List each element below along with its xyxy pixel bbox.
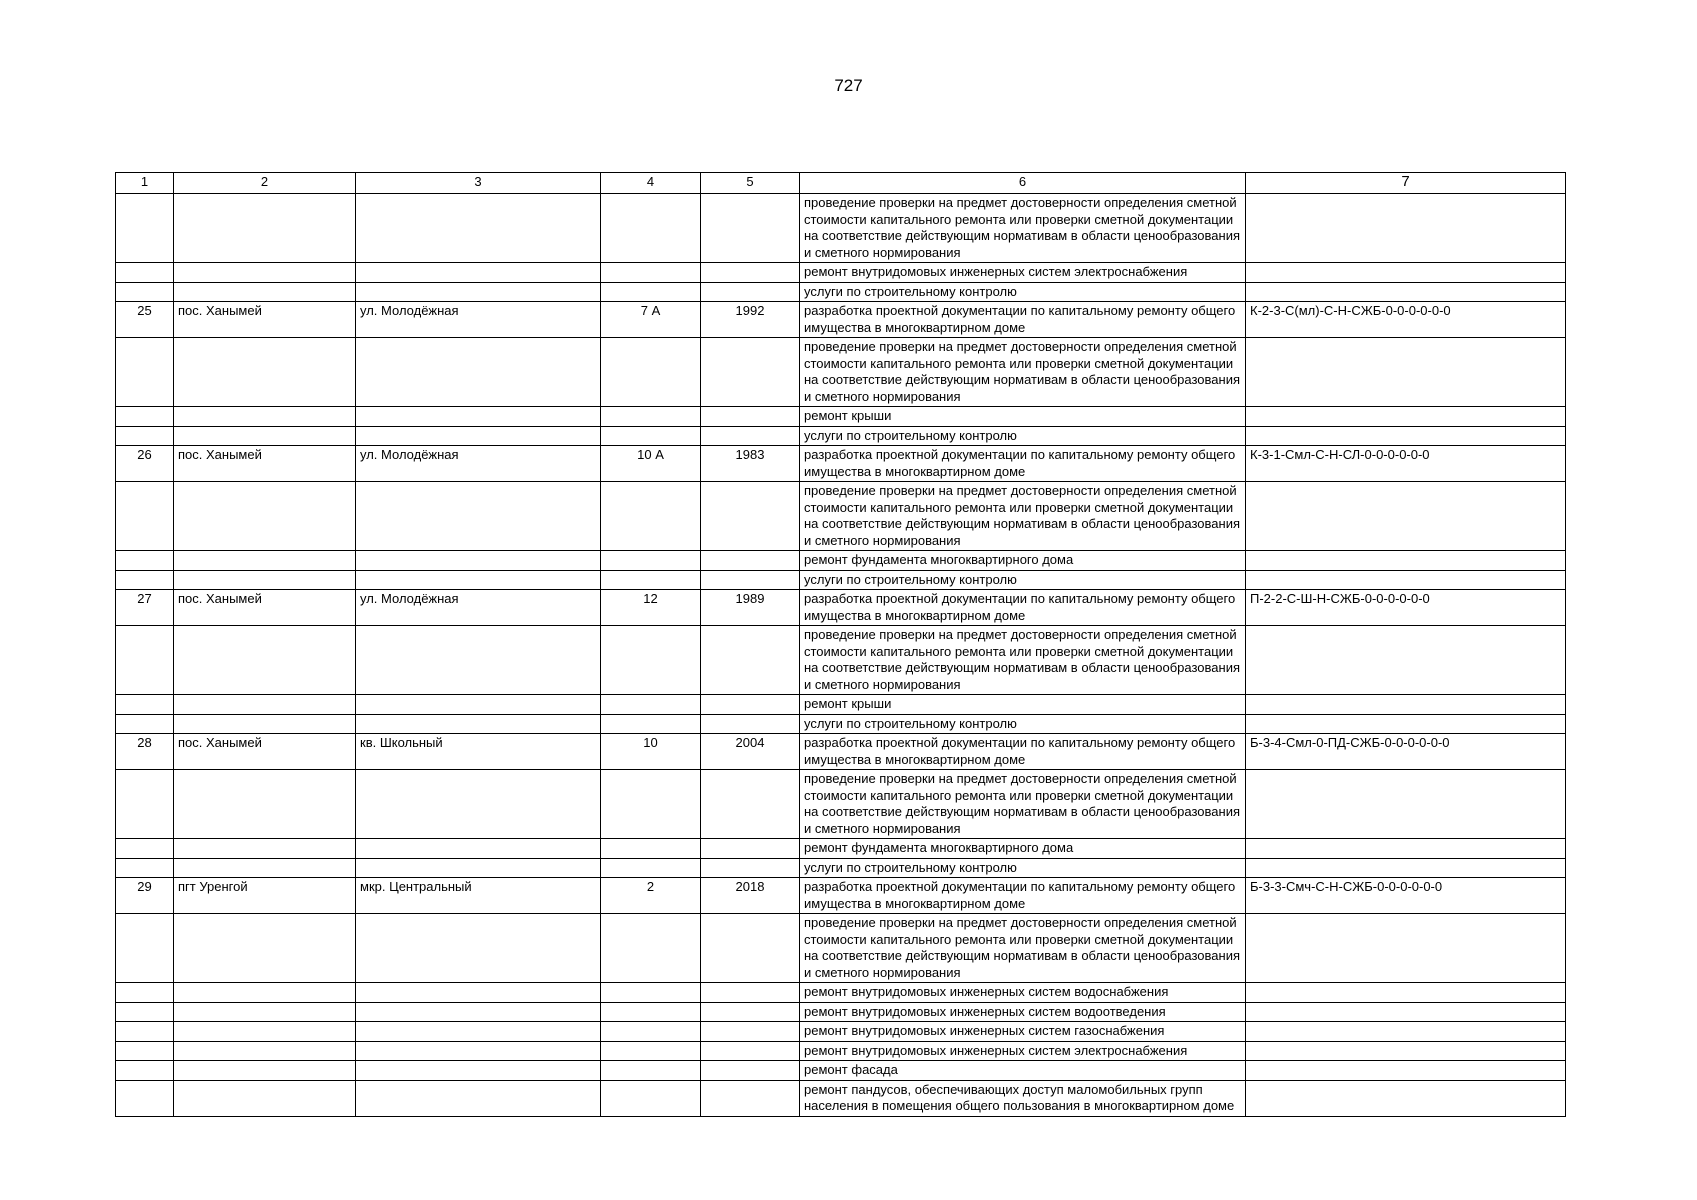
settlement-cell: пос. Ханымей xyxy=(174,734,356,770)
build-year-cell xyxy=(701,695,800,715)
work-type-cell: разработка проектной документации по капитальному ремонту общего имущества в многоквартирном доме xyxy=(800,446,1246,482)
settlement-cell xyxy=(174,839,356,859)
building-code-cell xyxy=(1246,282,1566,302)
row-number-cell xyxy=(116,858,174,878)
row-number-cell: 27 xyxy=(116,590,174,626)
street-cell xyxy=(356,1061,601,1081)
settlement-cell xyxy=(174,1002,356,1022)
table-row xyxy=(116,734,1566,770)
table-row xyxy=(116,282,1566,302)
house-number-cell xyxy=(601,914,701,983)
building-code-cell xyxy=(1246,1061,1566,1081)
row-number-cell: 25 xyxy=(116,302,174,338)
row-number-cell xyxy=(116,426,174,446)
settlement-cell xyxy=(174,263,356,283)
street-cell xyxy=(356,426,601,446)
building-code-cell: Б-3-4-Смл-0-ПД-СЖБ-0-0-0-0-0-0 xyxy=(1246,734,1566,770)
table-row xyxy=(116,426,1566,446)
row-number-cell xyxy=(116,1002,174,1022)
build-year-cell xyxy=(701,263,800,283)
row-number-cell xyxy=(116,263,174,283)
house-number-cell xyxy=(601,858,701,878)
street-cell xyxy=(356,570,601,590)
table-row xyxy=(116,983,1566,1003)
table-row xyxy=(116,446,1566,482)
settlement-cell xyxy=(174,338,356,407)
settlement-cell: пос. Ханымей xyxy=(174,302,356,338)
work-type-cell: услуги по строительному контролю xyxy=(800,426,1246,446)
work-type-cell: проведение проверки на предмет достоверности определения сметной стоимости капитального ремонта или проверки сметной документации на соответствие действующим нормативам в области ценообразования и сметного нормирования xyxy=(800,482,1246,551)
work-type-cell: ремонт фундамента многоквартирного дома xyxy=(800,551,1246,571)
building-code-cell xyxy=(1246,426,1566,446)
row-number-cell xyxy=(116,714,174,734)
street-cell xyxy=(356,482,601,551)
street-cell xyxy=(356,695,601,715)
house-number-cell xyxy=(601,770,701,839)
row-number-cell xyxy=(116,983,174,1003)
header-col-1: 1 xyxy=(116,173,174,194)
table-row xyxy=(116,914,1566,983)
page-number: 727 xyxy=(834,76,863,95)
table-row xyxy=(116,770,1566,839)
row-number-cell: 28 xyxy=(116,734,174,770)
settlement-cell xyxy=(174,1022,356,1042)
table-row xyxy=(116,626,1566,695)
house-number-cell xyxy=(601,1041,701,1061)
table-row xyxy=(116,302,1566,338)
build-year-cell xyxy=(701,626,800,695)
build-year-cell xyxy=(701,1061,800,1081)
settlement-cell xyxy=(174,983,356,1003)
building-code-cell xyxy=(1246,714,1566,734)
row-number-cell: 26 xyxy=(116,446,174,482)
settlement-cell xyxy=(174,1080,356,1116)
table-row xyxy=(116,407,1566,427)
build-year-cell xyxy=(701,407,800,427)
settlement-cell xyxy=(174,714,356,734)
table-row xyxy=(116,1002,1566,1022)
build-year-cell xyxy=(701,1080,800,1116)
work-type-cell: ремонт пандусов, обеспечивающих доступ маломобильных групп населения в помещения общего пользования в многоквартирном доме xyxy=(800,1080,1246,1116)
building-code-cell xyxy=(1246,338,1566,407)
settlement-cell xyxy=(174,858,356,878)
street-cell xyxy=(356,407,601,427)
building-code-cell xyxy=(1246,770,1566,839)
house-number-cell xyxy=(601,1080,701,1116)
build-year-cell xyxy=(701,714,800,734)
build-year-cell: 1983 xyxy=(701,446,800,482)
row-number-cell: 29 xyxy=(116,878,174,914)
settlement-cell xyxy=(174,1041,356,1061)
table-row xyxy=(116,194,1566,263)
build-year-cell xyxy=(701,338,800,407)
row-number-cell xyxy=(116,1022,174,1042)
work-type-cell: ремонт крыши xyxy=(800,407,1246,427)
build-year-cell xyxy=(701,839,800,859)
build-year-cell xyxy=(701,194,800,263)
header-col-7: 7 xyxy=(1246,173,1566,194)
row-number-cell xyxy=(116,695,174,715)
work-type-cell: услуги по строительному контролю xyxy=(800,282,1246,302)
work-type-cell: разработка проектной документации по капитальному ремонту общего имущества в многоквартирном доме xyxy=(800,878,1246,914)
house-number-cell xyxy=(601,282,701,302)
row-number-cell xyxy=(116,194,174,263)
house-number-cell xyxy=(601,426,701,446)
work-type-cell: проведение проверки на предмет достоверности определения сметной стоимости капитального ремонта или проверки сметной документации на соответствие действующим нормативам в области ценообразования и сметного нормирования xyxy=(800,194,1246,263)
building-code-cell: Б-3-3-Смч-С-Н-СЖБ-0-0-0-0-0-0 xyxy=(1246,878,1566,914)
build-year-cell xyxy=(701,426,800,446)
street-cell: ул. Молодёжная xyxy=(356,590,601,626)
work-type-cell: проведение проверки на предмет достоверности определения сметной стоимости капитального ремонта или проверки сметной документации на соответствие действующим нормативам в области ценообразования и сметного нормирования xyxy=(800,626,1246,695)
building-code-cell xyxy=(1246,482,1566,551)
table-row xyxy=(116,839,1566,859)
building-code-cell xyxy=(1246,1080,1566,1116)
build-year-cell: 2018 xyxy=(701,878,800,914)
building-code-cell xyxy=(1246,983,1566,1003)
house-number-cell: 12 xyxy=(601,590,701,626)
table-row xyxy=(116,590,1566,626)
row-number-cell xyxy=(116,770,174,839)
house-number-cell xyxy=(601,714,701,734)
build-year-cell: 1992 xyxy=(701,302,800,338)
house-number-cell xyxy=(601,695,701,715)
building-code-cell xyxy=(1246,858,1566,878)
building-code-cell: К-2-3-С(мл)-С-Н-СЖБ-0-0-0-0-0-0 xyxy=(1246,302,1566,338)
header-col-5: 5 xyxy=(701,173,800,194)
row-number-cell xyxy=(116,626,174,695)
work-type-cell: разработка проектной документации по капитальному ремонту общего имущества в многоквартирном доме xyxy=(800,590,1246,626)
house-number-cell xyxy=(601,626,701,695)
house-number-cell xyxy=(601,194,701,263)
build-year-cell xyxy=(701,983,800,1003)
row-number-cell xyxy=(116,482,174,551)
row-number-cell xyxy=(116,914,174,983)
table-row xyxy=(116,695,1566,715)
street-cell xyxy=(356,770,601,839)
table-row xyxy=(116,551,1566,571)
build-year-cell xyxy=(701,1002,800,1022)
row-number-cell xyxy=(116,551,174,571)
build-year-cell xyxy=(701,1022,800,1042)
header-col-6: 6 xyxy=(800,173,1246,194)
table-row xyxy=(116,263,1566,283)
work-type-cell: проведение проверки на предмет достоверности определения сметной стоимости капитального ремонта или проверки сметной документации на соответствие действующим нормативам в области ценообразования и сметного нормирования xyxy=(800,914,1246,983)
table-row xyxy=(116,878,1566,914)
house-number-cell xyxy=(601,338,701,407)
street-cell xyxy=(356,714,601,734)
table-row xyxy=(116,1080,1566,1116)
street-cell: мкр. Центральный xyxy=(356,878,601,914)
build-year-cell xyxy=(701,770,800,839)
table-row xyxy=(116,1022,1566,1042)
row-number-cell xyxy=(116,1061,174,1081)
build-year-cell xyxy=(701,570,800,590)
street-cell xyxy=(356,839,601,859)
building-code-cell xyxy=(1246,695,1566,715)
work-type-cell: услуги по строительному контролю xyxy=(800,570,1246,590)
street-cell xyxy=(356,626,601,695)
house-number-cell: 7 А xyxy=(601,302,701,338)
house-number-cell: 10 А xyxy=(601,446,701,482)
header-col-3: 3 xyxy=(356,173,601,194)
row-number-cell xyxy=(116,1080,174,1116)
street-cell xyxy=(356,1022,601,1042)
work-type-cell: ремонт внутридомовых инженерных систем газоснабжения xyxy=(800,1022,1246,1042)
building-code-cell: К-3-1-Смл-С-Н-СЛ-0-0-0-0-0-0 xyxy=(1246,446,1566,482)
work-type-cell: ремонт фасада xyxy=(800,1061,1246,1081)
house-number-cell xyxy=(601,839,701,859)
work-type-cell: разработка проектной документации по капитальному ремонту общего имущества в многоквартирном доме xyxy=(800,302,1246,338)
settlement-cell xyxy=(174,482,356,551)
table-row xyxy=(116,482,1566,551)
building-code-cell xyxy=(1246,263,1566,283)
building-code-cell xyxy=(1246,1002,1566,1022)
settlement-cell: пгт Уренгой xyxy=(174,878,356,914)
building-code-cell xyxy=(1246,570,1566,590)
house-number-cell xyxy=(601,983,701,1003)
table-row xyxy=(116,858,1566,878)
settlement-cell xyxy=(174,426,356,446)
table-row xyxy=(116,570,1566,590)
table-row xyxy=(116,338,1566,407)
work-type-cell: ремонт внутридомовых инженерных систем электроснабжения xyxy=(800,1041,1246,1061)
work-type-cell: услуги по строительному контролю xyxy=(800,714,1246,734)
work-type-cell: ремонт внутридомовых инженерных систем электроснабжения xyxy=(800,263,1246,283)
header-col-4: 4 xyxy=(601,173,701,194)
street-cell: ул. Молодёжная xyxy=(356,446,601,482)
repair-schedule-table xyxy=(115,172,1566,1117)
settlement-cell xyxy=(174,194,356,263)
work-type-cell: разработка проектной документации по капитальному ремонту общего имущества в многоквартирном доме xyxy=(800,734,1246,770)
table-body xyxy=(116,194,1566,1117)
settlement-cell xyxy=(174,695,356,715)
settlement-cell xyxy=(174,282,356,302)
settlement-cell xyxy=(174,407,356,427)
street-cell xyxy=(356,914,601,983)
street-cell xyxy=(356,983,601,1003)
build-year-cell xyxy=(701,858,800,878)
settlement-cell: пос. Ханымей xyxy=(174,590,356,626)
house-number-cell xyxy=(601,482,701,551)
build-year-cell xyxy=(701,282,800,302)
table-row xyxy=(116,1041,1566,1061)
settlement-cell xyxy=(174,626,356,695)
row-number-cell xyxy=(116,839,174,859)
house-number-cell xyxy=(601,1061,701,1081)
house-number-cell xyxy=(601,407,701,427)
street-cell xyxy=(356,282,601,302)
build-year-cell xyxy=(701,551,800,571)
work-type-cell: услуги по строительному контролю xyxy=(800,858,1246,878)
building-code-cell: П-2-2-С-Ш-Н-СЖБ-0-0-0-0-0-0 xyxy=(1246,590,1566,626)
table-row xyxy=(116,714,1566,734)
building-code-cell xyxy=(1246,1041,1566,1061)
row-number-cell xyxy=(116,570,174,590)
work-type-cell: ремонт крыши xyxy=(800,695,1246,715)
work-type-cell: ремонт фундамента многоквартирного дома xyxy=(800,839,1246,859)
build-year-cell xyxy=(701,1041,800,1061)
row-number-cell xyxy=(116,338,174,407)
settlement-cell xyxy=(174,1061,356,1081)
street-cell xyxy=(356,1080,601,1116)
street-cell xyxy=(356,338,601,407)
street-cell xyxy=(356,1002,601,1022)
settlement-cell: пос. Ханымей xyxy=(174,446,356,482)
street-cell: ул. Молодёжная xyxy=(356,302,601,338)
row-number-cell xyxy=(116,1041,174,1061)
street-cell xyxy=(356,551,601,571)
column-number-header-row xyxy=(116,173,1566,194)
build-year-cell: 1989 xyxy=(701,590,800,626)
build-year-cell xyxy=(701,482,800,551)
work-type-cell: проведение проверки на предмет достоверности определения сметной стоимости капитального ремонта или проверки сметной документации на соответствие действующим нормативам в области ценообразования и сметного нормирования xyxy=(800,338,1246,407)
street-cell xyxy=(356,858,601,878)
house-number-cell xyxy=(601,1002,701,1022)
building-code-cell xyxy=(1246,1022,1566,1042)
row-number-cell xyxy=(116,407,174,427)
work-type-cell: ремонт внутридомовых инженерных систем водоотведения xyxy=(800,1002,1246,1022)
street-cell: кв. Школьный xyxy=(356,734,601,770)
work-type-cell: проведение проверки на предмет достоверности определения сметной стоимости капитального ремонта или проверки сметной документации на соответствие действующим нормативам в области ценообразования и сметного нормирования xyxy=(800,770,1246,839)
house-number-cell xyxy=(601,551,701,571)
work-type-cell: ремонт внутридомовых инженерных систем водоснабжения xyxy=(800,983,1246,1003)
building-code-cell xyxy=(1246,914,1566,983)
settlement-cell xyxy=(174,570,356,590)
row-number-cell xyxy=(116,282,174,302)
build-year-cell xyxy=(701,914,800,983)
table-row xyxy=(116,1061,1566,1081)
building-code-cell xyxy=(1246,839,1566,859)
building-code-cell xyxy=(1246,194,1566,263)
header-col-2: 2 xyxy=(174,173,356,194)
settlement-cell xyxy=(174,914,356,983)
house-number-cell xyxy=(601,1022,701,1042)
street-cell xyxy=(356,1041,601,1061)
settlement-cell xyxy=(174,770,356,839)
house-number-cell: 10 xyxy=(601,734,701,770)
street-cell xyxy=(356,194,601,263)
house-number-cell xyxy=(601,570,701,590)
house-number-cell: 2 xyxy=(601,878,701,914)
build-year-cell: 2004 xyxy=(701,734,800,770)
building-code-cell xyxy=(1246,626,1566,695)
settlement-cell xyxy=(174,551,356,571)
house-number-cell xyxy=(601,263,701,283)
building-code-cell xyxy=(1246,551,1566,571)
building-code-cell xyxy=(1246,407,1566,427)
street-cell xyxy=(356,263,601,283)
